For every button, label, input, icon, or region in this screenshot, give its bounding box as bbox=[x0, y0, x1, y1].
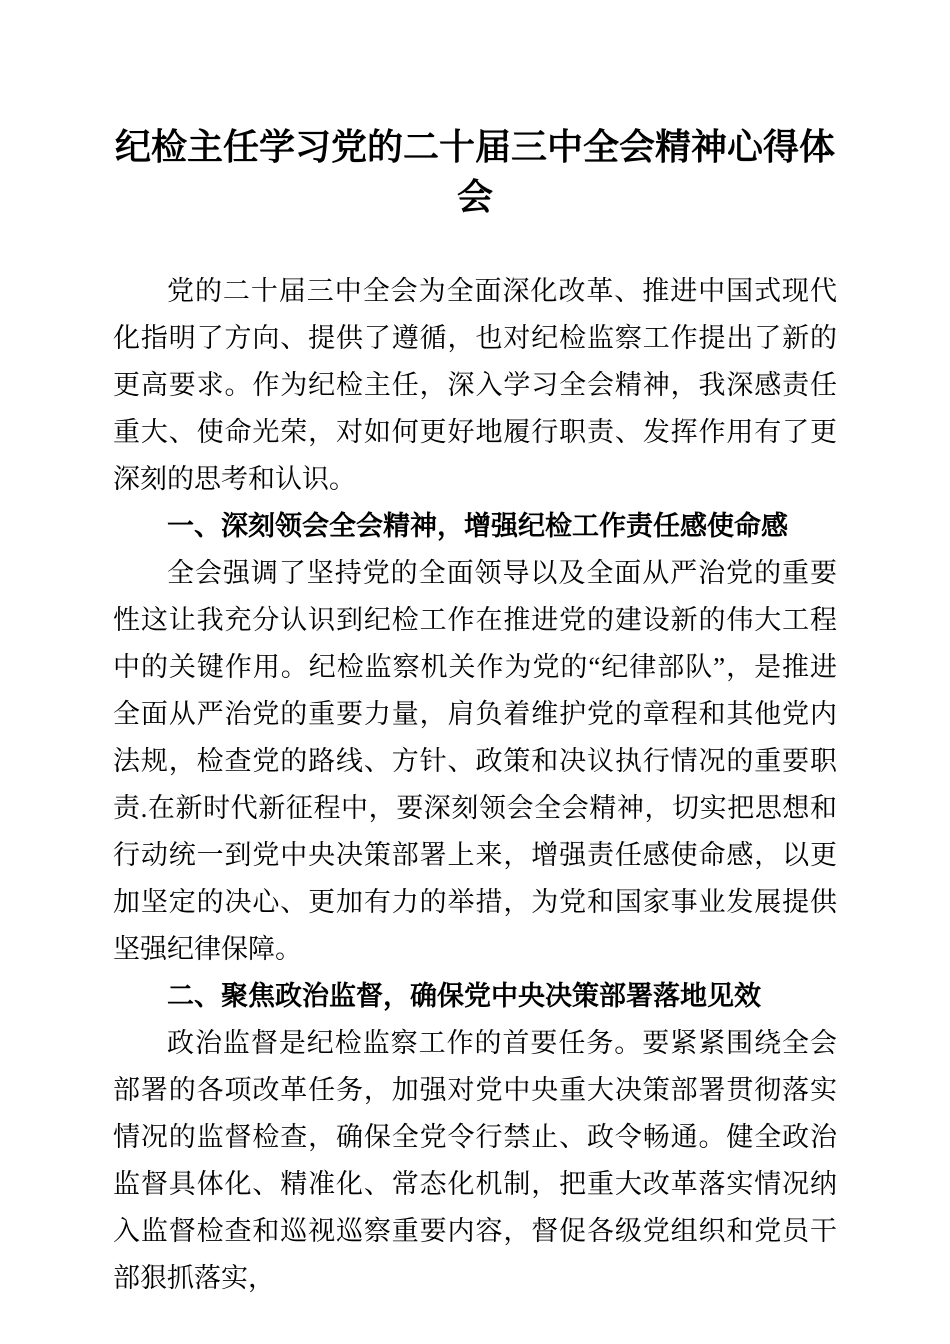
paragraph-section-2: 政治监督是纪检监察工作的首要任务。要紧紧围绕全会部署的各项改革任务，加强对党中央重大决策部署贯彻落实情况的监督检查，确保全党令行禁止、政令畅通。健全政治监督具体化、精准化、常态化机制，把重大改革落实情况纳入监督检查和巡视巡察重要内容，督促各级党组织和党员干部狠抓落实， bbox=[113, 1028, 837, 1293]
paragraph-section-1: 全会强调了坚持党的全面领导以及全面从严治党的重要性这让我充分认识到纪检工作在推进党的建设新的伟大工程中的关键作用。纪检监察机关作为党的“纪律部队”，是推进全面从严治党的重要力量，肩负着维护党的章程和其他党内法规，检查党的路线、方针、政策和决议执行情况的重要职责.在新时代新征程中，要深刻领会全会精神，切实把思想和行动统一到党中央决策部署上来，增强责任感使命感，以更加坚定的决心、更加有力的举措，为党和国家事业发展提供坚强纪律保障。 bbox=[113, 558, 837, 964]
document-body bbox=[113, 268, 837, 1302]
section-heading-1: 一、深刻领会全会精神，增强纪检工作责任感使命感 bbox=[167, 511, 788, 541]
document-title: 纪检主任学习党的二十届三中全会精神心得体会 bbox=[114, 127, 835, 217]
paragraph-intro: 党的二十届三中全会为全面深化改革、推进中国式现代化指明了方向、提供了遵循，也对纪检监察工作提出了新的更高要求。作为纪检主任，深入学习全会精神，我深感责任重大、使命光荣，对如何更好地履行职责、发挥作用有了更深刻的思考和认识。 bbox=[113, 276, 837, 494]
section-heading-2: 二、聚焦政治监督，确保党中央决策部署落地见效 bbox=[167, 981, 761, 1011]
